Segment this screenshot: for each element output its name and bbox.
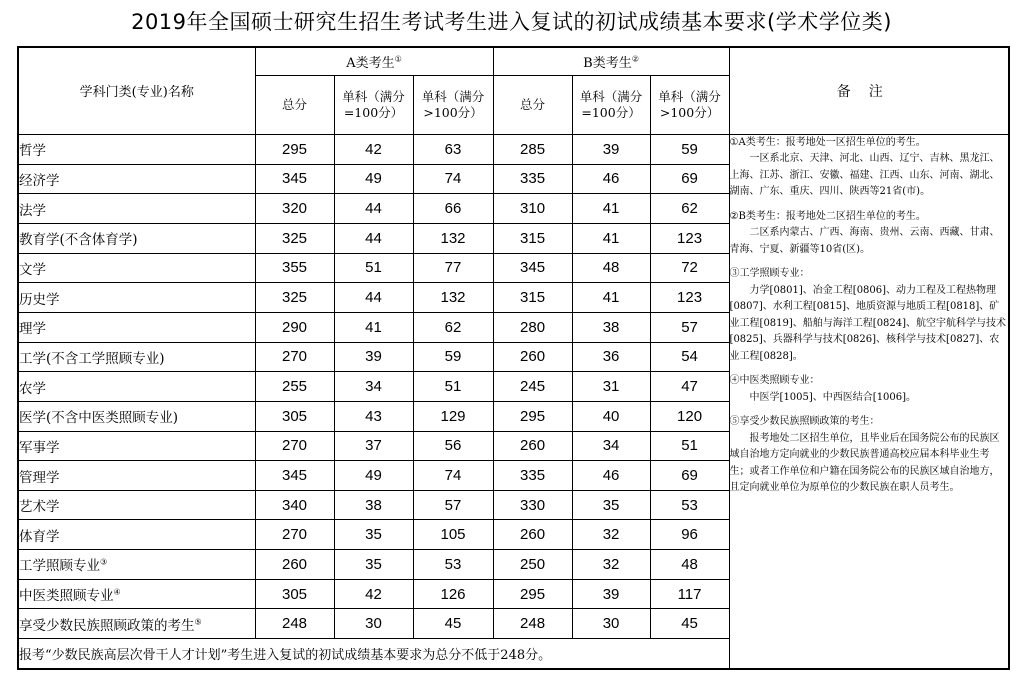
discipline-name: 文学	[18, 253, 255, 283]
score-cell: 56	[413, 431, 493, 461]
score-cell: 48	[650, 550, 729, 580]
score-cell: 260	[493, 520, 572, 550]
score-cell: 325	[255, 223, 334, 253]
score-cell: 32	[572, 550, 650, 580]
score-cell: 335	[493, 164, 572, 194]
score-cell: 270	[255, 431, 334, 461]
discipline-name: 工学(不含工学照顾专业)	[18, 342, 255, 372]
score-cell: 295	[493, 401, 572, 431]
score-cell: 330	[493, 490, 572, 520]
score-cell: 250	[493, 550, 572, 580]
score-cell: 117	[650, 579, 729, 609]
discipline-name: 法学	[18, 194, 255, 224]
score-cell: 74	[413, 164, 493, 194]
score-cell: 43	[334, 401, 413, 431]
score-cell: 245	[493, 372, 572, 402]
score-cell: 335	[493, 461, 572, 491]
discipline-name: 中医类照顾专业④	[18, 579, 255, 609]
score-cell: 35	[334, 520, 413, 550]
score-cell: 63	[413, 134, 493, 164]
score-cell: 36	[572, 342, 650, 372]
score-table	[17, 46, 1010, 670]
b-total-header: 总分	[493, 75, 572, 134]
score-cell: 37	[334, 431, 413, 461]
score-cell: 45	[650, 609, 729, 639]
score-cell: 31	[572, 372, 650, 402]
score-cell: 47	[650, 372, 729, 402]
a-single100-header: 单科（满分=100分）	[334, 75, 413, 134]
score-cell: 345	[255, 164, 334, 194]
a-single-gt100-header: 单科（满分>100分）	[413, 75, 493, 134]
score-cell: 126	[413, 579, 493, 609]
score-cell: 44	[334, 194, 413, 224]
b-single100-header: 单科（满分=100分）	[572, 75, 650, 134]
note-item: ①A类考生：报考地处一区招生单位的考生。 一区系北京、天津、河北、山西、辽宁、吉林、黑龙江、上海、江苏、浙江、安徽、福建、江西、山东、河南、湖北、湖南、广东、重庆、四川、陕西等21省(市)。	[729, 136, 1000, 198]
score-cell: 345	[493, 253, 572, 283]
score-cell: 248	[255, 609, 334, 639]
score-cell: 38	[572, 312, 650, 342]
score-cell: 270	[255, 520, 334, 550]
score-cell: 62	[413, 312, 493, 342]
b-single-gt100-header: 单科（满分>100分）	[650, 75, 729, 134]
discipline-name: 军事学	[18, 431, 255, 461]
score-cell: 35	[334, 550, 413, 580]
score-cell: 280	[493, 312, 572, 342]
score-cell: 340	[255, 490, 334, 520]
score-cell: 270	[255, 342, 334, 372]
score-cell: 49	[334, 461, 413, 491]
score-cell: 320	[255, 194, 334, 224]
score-cell: 30	[572, 609, 650, 639]
score-cell: 295	[255, 134, 334, 164]
discipline-name: 教育学(不含体育学)	[18, 223, 255, 253]
score-cell: 44	[334, 223, 413, 253]
score-cell: 132	[413, 223, 493, 253]
note-item: ③工学照顾专业： 力学[0801]、冶金工程[0806]、动力工程及工程热物理[0807]、水利工程[0815]、地质资源与地质工程[0818]、矿业工程[0819]、船舶与海洋工程[0824]、航空宇航科学与技术[0825]、兵器科学与技术[0826]、核科学与技术[0827]、农业工程[0828]。	[729, 268, 1007, 362]
score-cell: 355	[255, 253, 334, 283]
score-cell: 38	[334, 490, 413, 520]
score-cell: 255	[255, 372, 334, 402]
score-cell: 34	[334, 372, 413, 402]
score-cell: 53	[413, 550, 493, 580]
score-cell: 41	[572, 223, 650, 253]
score-cell: 48	[572, 253, 650, 283]
discipline-name: 享受少数民族照顾政策的考生⑤	[18, 609, 255, 639]
group-b-header: B类考生②	[493, 47, 729, 75]
discipline-name: 理学	[18, 312, 255, 342]
score-cell: 260	[255, 550, 334, 580]
score-cell: 120	[650, 401, 729, 431]
score-cell: 285	[493, 134, 572, 164]
score-cell: 42	[334, 134, 413, 164]
discipline-name: 农学	[18, 372, 255, 402]
score-cell: 96	[650, 520, 729, 550]
score-cell: 59	[413, 342, 493, 372]
score-cell: 54	[650, 342, 729, 372]
group-a-header: A类考生①	[255, 47, 493, 75]
score-cell: 39	[334, 342, 413, 372]
note-item: ④中医类照顾专业： 中医学[1005]、中西医结合[1006]。	[729, 375, 917, 403]
score-cell: 35	[572, 490, 650, 520]
note-item: ②B类考生：报考地处二区招生单位的考生。 二区系内蒙古、广西、海南、贵州、云南、西藏、甘肃、青海、宁夏、新疆等10省(区)。	[729, 210, 1000, 255]
score-cell: 66	[413, 194, 493, 224]
score-cell: 105	[413, 520, 493, 550]
a-total-header: 总分	[255, 75, 334, 134]
score-cell: 69	[650, 461, 729, 491]
score-cell: 345	[255, 461, 334, 491]
score-cell: 290	[255, 312, 334, 342]
remarks-header: 备注	[729, 47, 1009, 134]
score-cell: 132	[413, 283, 493, 313]
score-cell: 74	[413, 461, 493, 491]
discipline-name: 体育学	[18, 520, 255, 550]
discipline-name: 艺术学	[18, 490, 255, 520]
discipline-name: 哲学	[18, 134, 255, 164]
score-cell: 325	[255, 283, 334, 313]
discipline-name: 历史学	[18, 283, 255, 313]
score-cell: 44	[334, 283, 413, 313]
score-cell: 45	[413, 609, 493, 639]
discipline-name: 医学(不含中医类照顾专业)	[18, 401, 255, 431]
score-cell: 59	[650, 134, 729, 164]
score-cell: 32	[572, 520, 650, 550]
score-cell: 129	[413, 401, 493, 431]
score-cell: 315	[493, 283, 572, 313]
score-cell: 39	[572, 134, 650, 164]
score-cell: 41	[572, 283, 650, 313]
score-cell: 123	[650, 283, 729, 313]
footer-note: 报考“少数民族高层次骨干人才计划”考生进入复试的初试成绩基本要求为总分不低于248分。	[18, 639, 729, 669]
discipline-name: 工学照顾专业③	[18, 550, 255, 580]
score-cell: 46	[572, 461, 650, 491]
score-cell: 248	[493, 609, 572, 639]
score-cell: 315	[493, 223, 572, 253]
page-title: 2019年全国硕士研究生招生考试考生进入复试的初试成绩基本要求(学术学位类)	[131, 10, 892, 34]
score-cell: 260	[493, 431, 572, 461]
score-cell: 62	[650, 194, 729, 224]
score-cell: 57	[413, 490, 493, 520]
score-cell: 51	[334, 253, 413, 283]
score-cell: 42	[334, 579, 413, 609]
score-cell: 46	[572, 164, 650, 194]
score-cell: 41	[334, 312, 413, 342]
score-cell: 77	[413, 253, 493, 283]
score-cell: 123	[650, 223, 729, 253]
remarks-notes	[729, 134, 1009, 669]
score-cell: 305	[255, 401, 334, 431]
discipline-name: 管理学	[18, 461, 255, 491]
score-cell: 34	[572, 431, 650, 461]
discipline-header: 学科门类(专业)名称	[18, 47, 255, 134]
score-cell: 51	[650, 431, 729, 461]
score-cell: 310	[493, 194, 572, 224]
score-cell: 305	[255, 579, 334, 609]
score-cell: 53	[650, 490, 729, 520]
score-cell: 69	[650, 164, 729, 194]
score-cell: 72	[650, 253, 729, 283]
score-cell: 260	[493, 342, 572, 372]
note-item: ⑤享受少数民族照顾政策的考生： 报考地处二区招生单位，且毕业后在国务院公布的民族区域自治地方定向就业的少数民族普通高校应届本科毕业生考生；或者工作单位和户籍在国务院公布的民族区域自治地方，且定向就业单位为原单位的少数民族在职人员考生。	[729, 416, 1000, 494]
score-cell: 49	[334, 164, 413, 194]
score-cell: 40	[572, 401, 650, 431]
score-cell: 41	[572, 194, 650, 224]
score-cell: 51	[413, 372, 493, 402]
score-cell: 30	[334, 609, 413, 639]
score-cell: 295	[493, 579, 572, 609]
score-cell: 57	[650, 312, 729, 342]
discipline-name: 经济学	[18, 164, 255, 194]
table-row	[18, 134, 1009, 164]
score-cell: 39	[572, 579, 650, 609]
